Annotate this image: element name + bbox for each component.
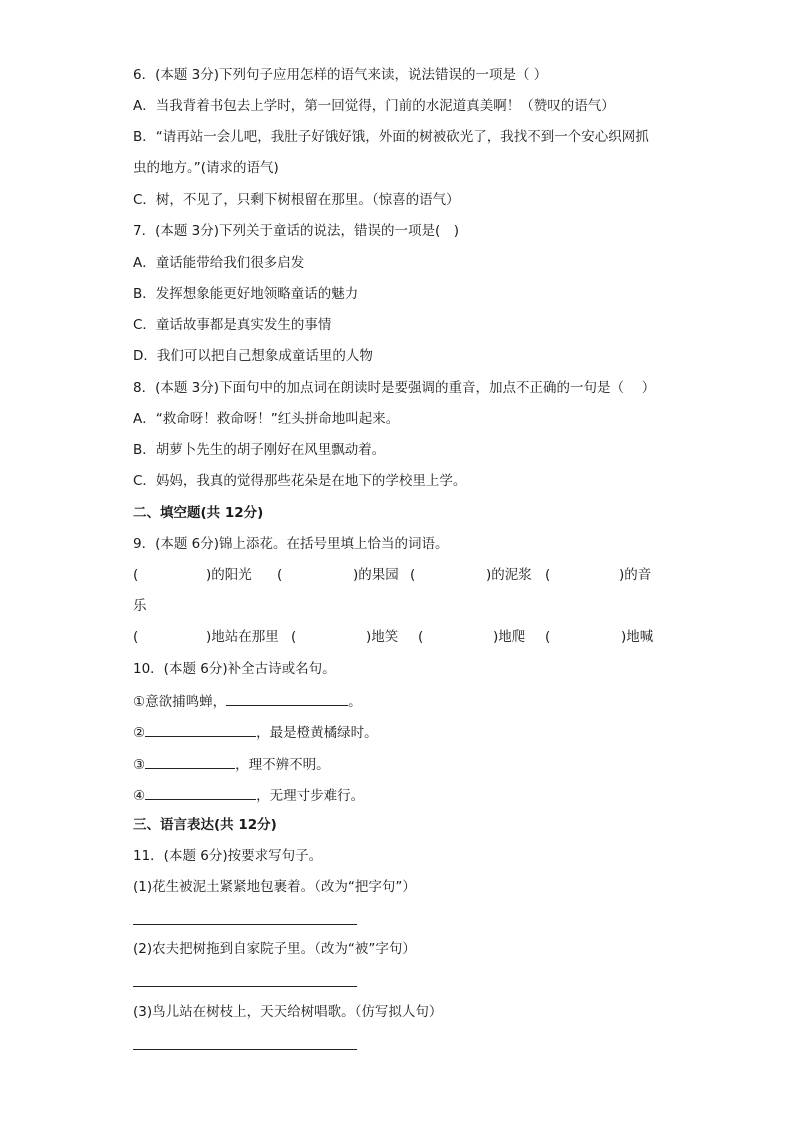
q10-l1-suffix: 。 xyxy=(348,694,362,710)
q8-option-b: B．胡萝卜先生的胡子刚好在风里飘动着。 xyxy=(133,442,386,458)
q6-stem: 6．(本题 3分)下列句子应用怎样的语气来读，说法错误的一项是（ ） xyxy=(133,67,548,83)
q9-r1-open-1: ( xyxy=(133,567,139,583)
q9-r2-text-1: )地站在那里 xyxy=(206,629,279,645)
q9-r2-text-4: )地喊 xyxy=(621,629,654,645)
q8-option-c: C．妈妈，我真的觉得那些花朵是在地下的学校里上学。 xyxy=(133,473,467,489)
q11-stem: 11．(本题 6分)按要求写句子。 xyxy=(133,848,323,864)
q9-r2-text-3: )地爬 xyxy=(493,629,526,645)
q7-option-b: B．发挥想象能更好地领略童话的魅力 xyxy=(133,286,359,302)
q9-r1-open-3: ( xyxy=(410,567,416,583)
q8-stem: 8．(本题 3分)下面句中的加点词在朗读时是要强调的重音，加点不正确的一句是（ ） xyxy=(133,380,656,396)
q9-r1-open-4: ( xyxy=(545,567,551,583)
q10-line-1 xyxy=(133,691,362,711)
q9-r1-text-1: )的阳光 xyxy=(206,567,252,583)
q6-option-a: A．当我背着书包去上学时，第一回觉得，门前的水泥道真美啊！（赞叹的语气） xyxy=(133,98,615,114)
section-fill-in-heading: 二、填空题(共 12分) xyxy=(133,505,264,521)
q10-l4-suffix: ，无理寸步难行。 xyxy=(256,788,365,804)
q6-option-b-line1: B．“请再站一会儿吧，我肚子好饿好饿，外面的树被砍光了，我找不到一个安心织网抓 xyxy=(133,129,649,145)
q6-option-b-line2: 虫的地方。”(请求的语气) xyxy=(133,160,279,176)
q10-l4-blank[interactable] xyxy=(145,785,256,800)
q11-answer-line-1[interactable] xyxy=(133,924,357,925)
q10-line-2 xyxy=(133,722,378,742)
q10-l3-prefix: ③ xyxy=(133,757,146,773)
q10-l2-blank[interactable] xyxy=(145,722,256,737)
q10-line-4 xyxy=(133,785,364,805)
q9-r2-open-3: ( xyxy=(418,629,424,645)
q9-r2-open-1: ( xyxy=(133,629,139,645)
q10-line-3 xyxy=(133,754,330,774)
q7-option-c: C．童话故事都是真实发生的事情 xyxy=(133,317,332,333)
q9-stem: 9．(本题 6分)锦上添花。在括号里填上恰当的词语。 xyxy=(133,536,449,552)
q8-option-a: A．“救命呀！救命呀！”红头拼命地叫起来。 xyxy=(133,411,400,427)
q9-r1-text-3: )的泥浆 xyxy=(486,567,532,583)
q11-sub-1: (1)花生被泥土紧紧地包裹着。（改为“把字句”） xyxy=(133,879,416,895)
q11-answer-line-2[interactable] xyxy=(133,986,357,987)
q7-option-a: A．童话能带给我们很多启发 xyxy=(133,255,305,271)
q11-sub-2: (2)农夫把树拖到自家院子里。（改为“被”字句） xyxy=(133,941,416,957)
q7-stem: 7．(本题 3分)下列关于童话的说法，错误的一项是( ) xyxy=(133,223,460,239)
q9-row1-wrap: 乐 xyxy=(133,598,147,614)
q9-r2-open-2: ( xyxy=(291,629,297,645)
section-language-heading: 三、语言表达(共 12分) xyxy=(133,817,277,833)
q10-l3-suffix: ，理不辨不明。 xyxy=(235,757,330,773)
q10-l2-suffix: ，最是橙黄橘绿时。 xyxy=(256,725,378,741)
q9-r1-text-2: )的果园 xyxy=(353,567,399,583)
q9-r2-open-4: ( xyxy=(545,629,551,645)
q9-r2-text-2: )地笑 xyxy=(366,629,399,645)
q7-option-d: D．我们可以把自己想象成童话里的人物 xyxy=(133,348,373,364)
q10-l1-blank[interactable] xyxy=(226,691,348,706)
q10-l2-prefix: ② xyxy=(133,725,146,741)
q10-l3-blank[interactable] xyxy=(145,754,235,769)
q9-r1-open-2: ( xyxy=(277,567,283,583)
q6-option-c: C．树，不见了，只剩下树根留在那里。（惊喜的语气） xyxy=(133,192,460,208)
q11-answer-line-3[interactable] xyxy=(133,1049,357,1050)
q11-sub-3: (3)鸟儿站在树枝上，天天给树唱歌。（仿写拟人句） xyxy=(133,1004,443,1020)
q9-r1-text-4: )的音 xyxy=(619,567,652,583)
q10-l1-prefix: ①意欲捕鸣蝉， xyxy=(133,694,227,710)
q10-stem: 10．(本题 6分)补全古诗或名句。 xyxy=(133,661,336,677)
q10-l4-prefix: ④ xyxy=(133,788,146,804)
